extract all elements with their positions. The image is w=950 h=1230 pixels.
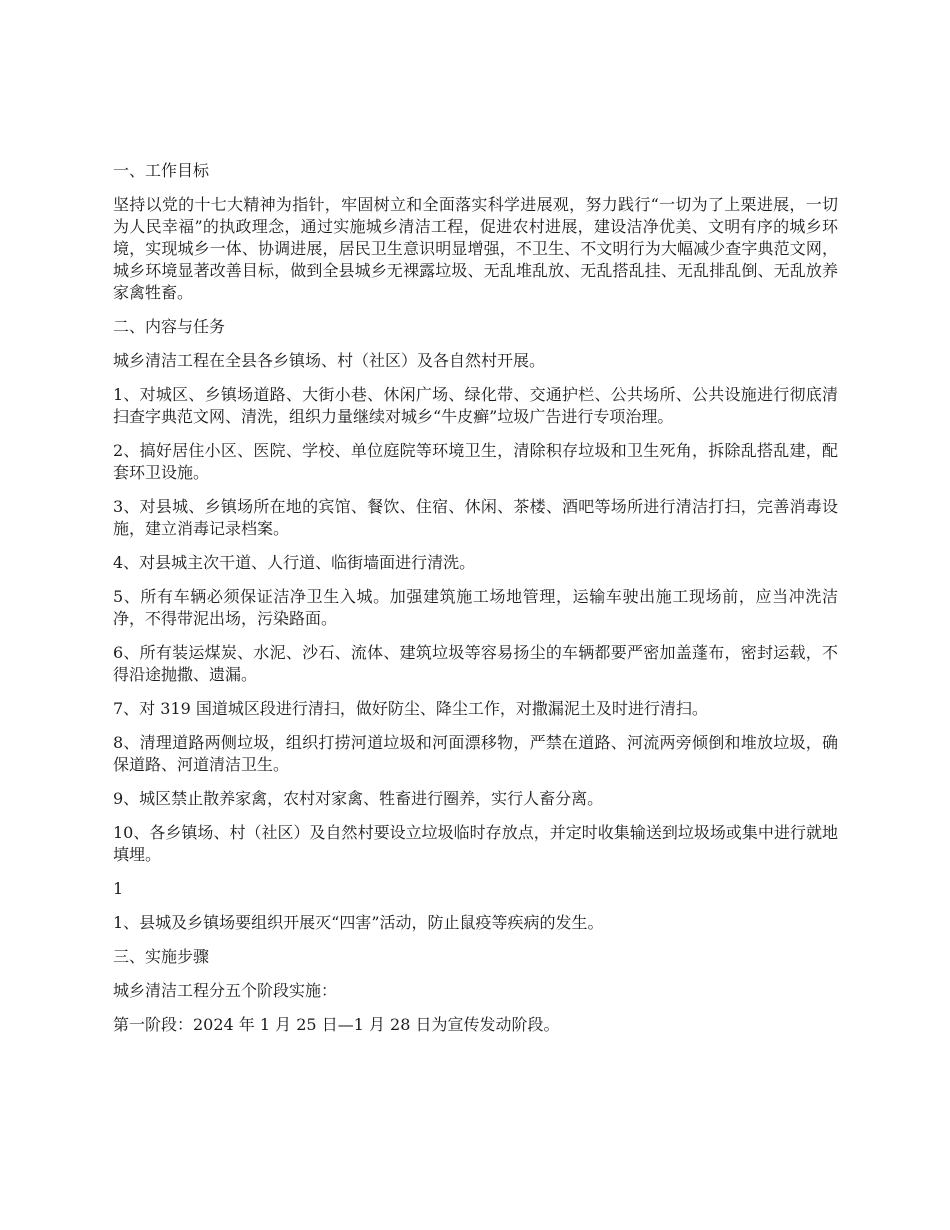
task-item-1: 1、对城区、乡镇场道路、大街小巷、休闲广场、绿化带、交通护栏、公共场所、公共设施进行彻底清扫查字典范文网、清洗，组织力量继续对城乡“牛皮癣”垃圾广告进行专项治理。 <box>113 385 838 426</box>
paragraph-goals-body: 坚持以党的十七大精神为指针，牢固树立和全面落实科学进展观，努力践行“一切为了上栗进展，一切为人民幸福”的执政理念，通过实施城乡清洁工程，促进农村进展，建设洁净优美、文明有序的城乡环境，实现城乡一体、协调进展，居民卫生意识明显增强，不卫生、不文明行为大幅减少查字典范文网，城乡环境显著改善目标，做到全县城乡无裸露垃圾、无乱堆乱放、无乱搭乱挂、无乱排乱倒、无乱放养家禽牲畜。 <box>113 195 838 302</box>
task-item-6: 6、所有装运煤炭、水泥、沙石、流体、建筑垃圾等容易扬尘的车辆都要严密加盖蓬布，密封运载，不得沿途抛撒、遗漏。 <box>113 643 838 684</box>
task-item-4: 4、对县城主次干道、人行道、临街墙面进行清洗。 <box>113 553 476 572</box>
task-item-11: 1、县城及乡镇场要组织开展灭“四害”活动，防止鼠疫等疾病的发生。 <box>113 913 604 932</box>
paragraph-stage-one: 第一阶段：2024 年 1 月 25 日—1 月 28 日为宣传发动阶段。 <box>113 1015 560 1034</box>
task-item-5: 5、所有车辆必须保证洁净卫生入城。加强建筑施工场地管理，运输车驶出施工现场前，应当冲洗洁净，不得带泥出场，污染路面。 <box>113 587 838 628</box>
section-heading-goals: 一、工作目标 <box>113 161 210 180</box>
paragraph-steps-intro: 城乡清洁工程分五个阶段实施： <box>113 981 338 1000</box>
task-item-7: 7、对 319 国道城区段进行清扫，做好防尘、降尘工作，对撒漏泥土及时进行清扫。 <box>113 699 708 718</box>
task-item-8: 8、清理道路两侧垃圾，组织打捞河道垃圾和河面漂移物，严禁在道路、河流两旁倾倒和堆放垃圾，确保道路、河道清洁卫生。 <box>113 733 838 774</box>
paragraph-tasks-intro: 城乡清洁工程在全县各乡镇场、村（社区）及各自然村开展。 <box>113 351 546 370</box>
task-item-10: 10、各乡镇场、村（社区）及自然村要设立垃圾临时存放点，并定时收集输送到垃圾场或集中进行就地填埋。 <box>113 823 838 864</box>
page-number-marker: 1 <box>113 879 124 898</box>
document-page <box>113 160 838 1048</box>
task-item-2: 2、搞好居住小区、医院、学校、单位庭院等环境卫生，清除积存垃圾和卫生死角，拆除乱搭乱建，配套环卫设施。 <box>113 441 838 482</box>
section-heading-steps: 三、实施步骤 <box>113 947 210 966</box>
task-item-3: 3、对县城、乡镇场所在地的宾馆、餐饮、住宿、休闲、茶楼、酒吧等场所进行清洁打扫，完善消毒设施，建立消毒记录档案。 <box>113 497 838 538</box>
section-heading-tasks: 二、内容与任务 <box>113 317 226 336</box>
task-item-9: 9、城区禁止散养家禽，农村对家禽、牲畜进行圈养，实行人畜分离。 <box>113 789 604 808</box>
